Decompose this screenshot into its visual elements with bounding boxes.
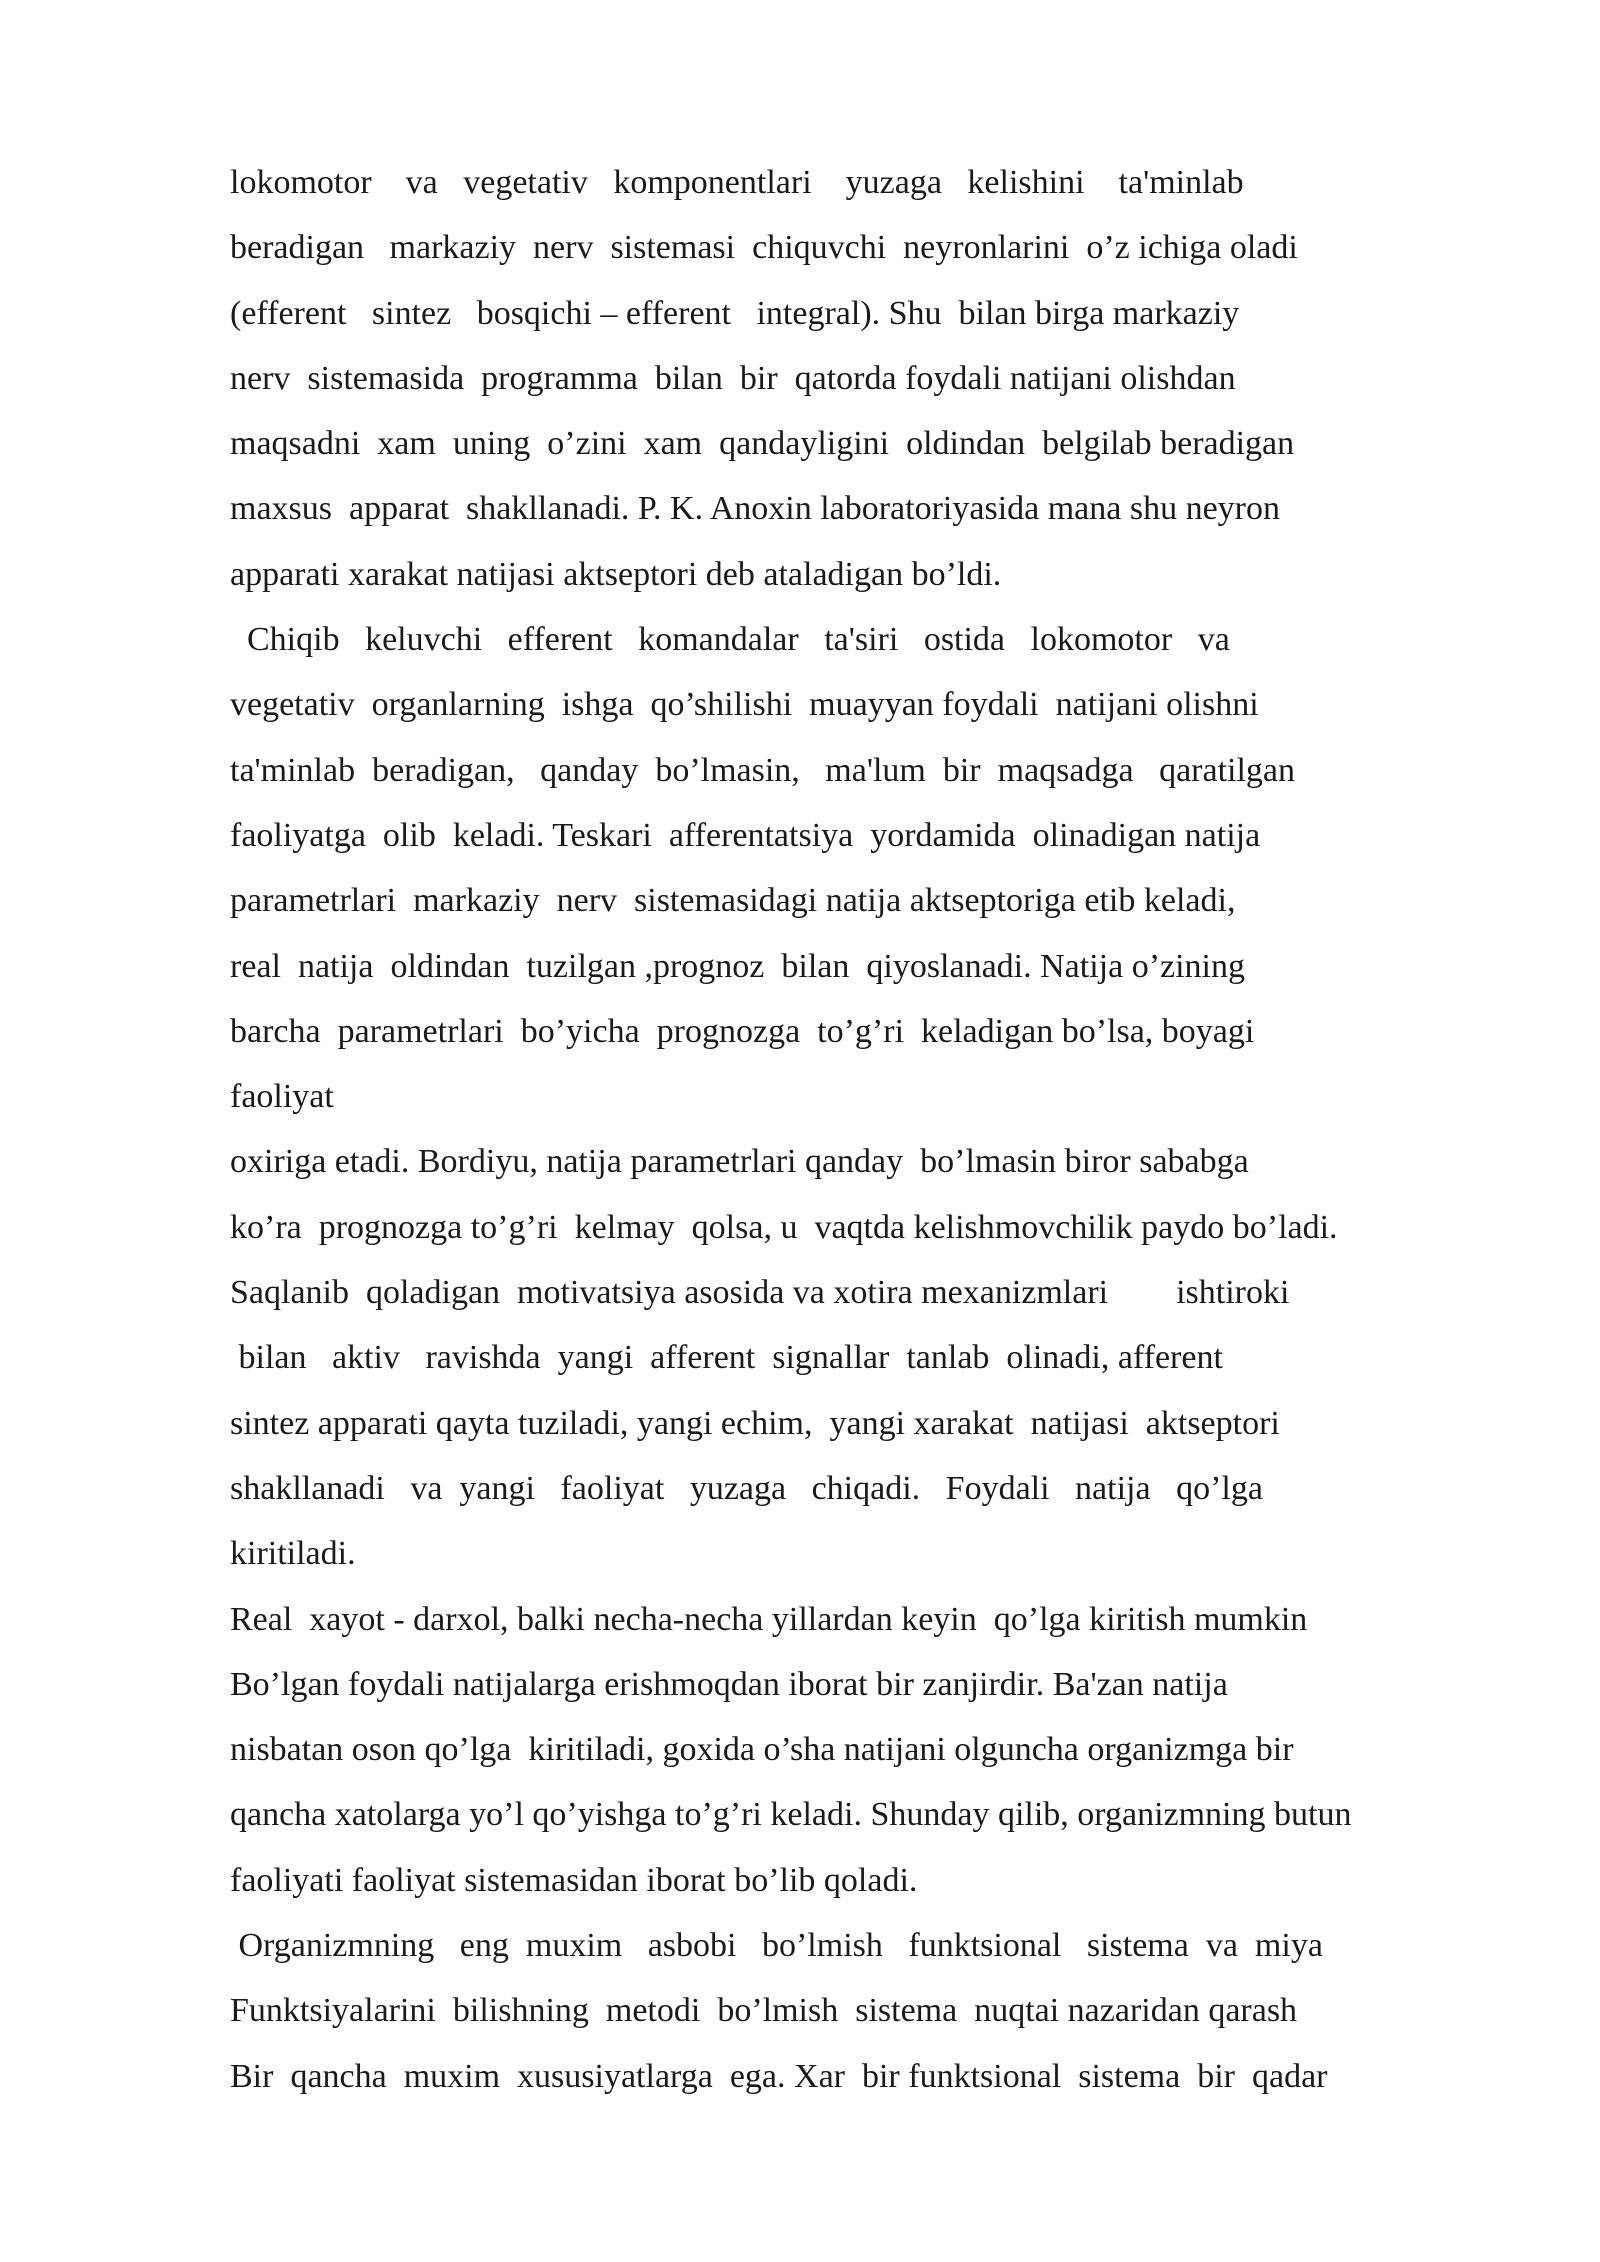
text-line: Bo’lgan foydali natijalarga erishmoqdan iborat bir zanjirdir. Ba'zan natija [230, 1665, 1228, 1703]
text-line: apparati xarakat natijasi aktseptori deb ataladigan bo’ldi. [230, 555, 1002, 593]
text-line: Chiqib keluvchi efferent komandalar ta'siri ostida lokomotor va [230, 621, 1230, 659]
text-line: shakllanadi va yangi faoliyat yuzaga chiqadi. Foydali natija qo’lga [230, 1469, 1263, 1507]
text-line: Real xayot - darxol, balki necha-necha yillardan keyin qo’lga kiritish mumkin [230, 1600, 1308, 1638]
text-line: maxsus apparat shakllanadi. P. K. Anoxin laboratoriyasida mana shu neyron [230, 490, 1280, 528]
text-line: vegetativ organlarning ishga qo’shilishi muayyan foydali natijani olishni [230, 686, 1259, 724]
text-line: ta'minlab beradigan, qanday bo’lmasin, ma'lum bir maqsadga qaratilgan [230, 751, 1296, 789]
text-line: Funktsiyalarini bilishning metodi bo’lmish sistema nuqtai nazaridan qarash [230, 1992, 1298, 2030]
text-line: lokomotor va vegetativ komponentlari yuzaga kelishini ta'minlab [230, 164, 1244, 201]
text-line: ko’ra prognozga to’g’ri kelmay qolsa, u vaqtda kelishmovchilik paydo bo’ladi. [230, 1208, 1338, 1246]
text-line: beradigan markaziy nerv sistemasi chiquvchi neyronlarini o’z ichiga oladi [230, 229, 1298, 267]
text-line: sintez apparati qayta tuziladi, yangi echim, yangi xarakat natijasi aktseptori [230, 1404, 1280, 1442]
text-line: bilan aktiv ravishda yangi afferent signallar tanlab olinadi, afferent [230, 1339, 1223, 1377]
text-line: maqsadni xam uning o’zini xam qandayligini oldindan belgilab beradigan [230, 425, 1295, 463]
body-text [230, 150, 1530, 2109]
text-line: Organizmning eng muxim asbobi bo’lmish funktsional sistema va miya [230, 1927, 1323, 1965]
text-line: oxiriga etadi. Bordiyu, natija parametrlari qanday bo’lmasin biror sababga [230, 1143, 1249, 1181]
text-line: real natija oldindan tuzilgan ,prognoz bilan qiyoslanadi. Natija o’zining [230, 947, 1246, 985]
text-line: nerv sistemasida programma bilan bir qatorda foydali natijani olishdan [230, 359, 1236, 397]
text-line: faoliyatga olib keladi. Teskari afferentatsiya yordamida olinadigan natija [230, 816, 1261, 854]
text-line: qancha xatolarga yo’l qo’yishga to’g’ri keladi. Shunday qilib, organizmning butun [230, 1796, 1352, 1834]
text-line: (efferent sintez bosqichi – efferent integral). Shu bilan birga markaziy [230, 294, 1240, 332]
text-line: Bir qancha muxim xususiyatlarga ega. Xar bir funktsional sistema bir qadar [230, 2057, 1328, 2095]
text-line: faoliyat [230, 1078, 334, 1116]
text-line: nisbatan oson qo’lga kiritiladi, goxida o’sha natijani olguncha organizmga bir [230, 1731, 1294, 1769]
text-line: parametrlari markaziy nerv sistemasidagi natija aktseptoriga etib keladi, [230, 882, 1236, 920]
text-line: Saqlanib qoladigan motivatsiya asosida va xotira mexanizmlari ishtiroki [230, 1274, 1290, 1312]
text-line: faoliyati faoliyat sistemasidan iborat bo’lib qoladi. [230, 1861, 918, 1899]
text-line: barcha parametrlari bo’yicha prognozga to’g’ri keladigan bo’lsa, boyagi [230, 1012, 1255, 1050]
text-line: kiritiladi. [230, 1535, 356, 1573]
